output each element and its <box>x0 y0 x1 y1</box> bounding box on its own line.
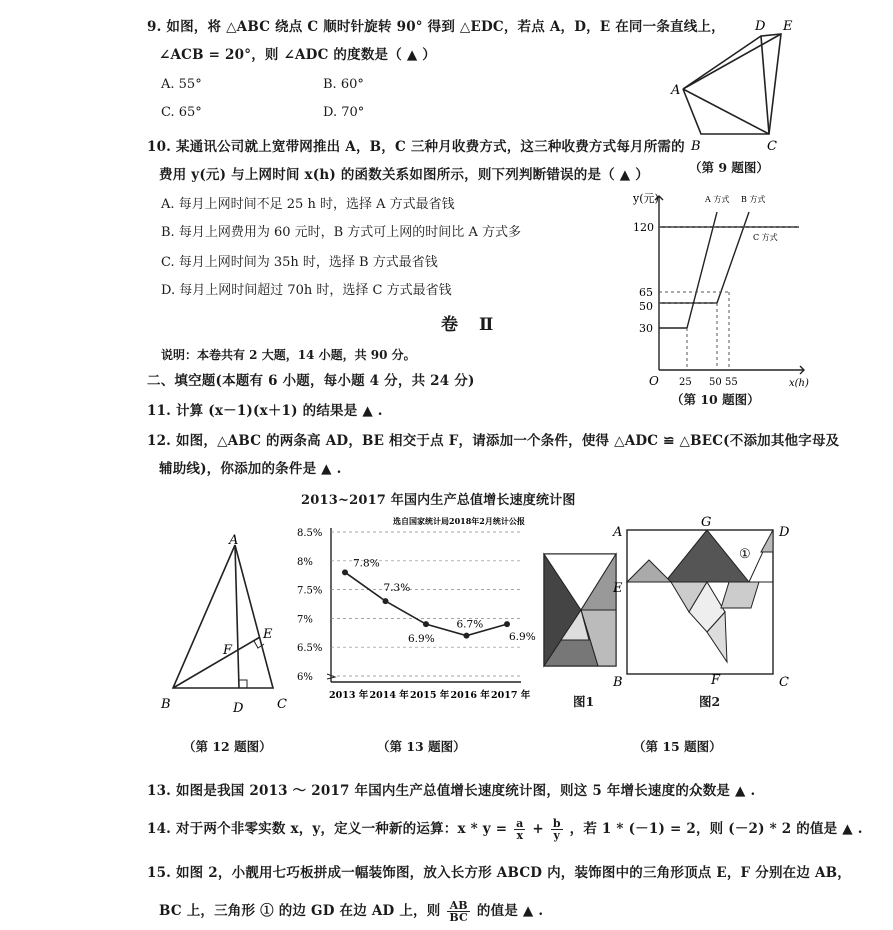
q14-plus: + <box>532 821 544 837</box>
q15-label-c: C <box>779 675 789 690</box>
q13-line: 13. 如图是我国 2013 ～ 2017 年国内生产总值增长速度统计图，则这 5 年增长速度的众数是 ▲ . <box>147 783 756 799</box>
chart-subtitle: 选自国家统计局2018年2月统计公报 <box>393 516 525 526</box>
q15-label-e: E <box>613 581 623 596</box>
q12-label-b: B <box>161 697 171 712</box>
x-tick-label: 2017 年 <box>491 690 531 701</box>
data-point <box>423 621 429 627</box>
q14-frac1-den: x <box>516 829 524 842</box>
data-label: 6.9% <box>509 631 536 644</box>
q10-series-c: C 方式 <box>753 233 778 242</box>
section-title: 卷 Ⅱ <box>441 315 496 335</box>
q9-option-a: A. 55° <box>161 77 202 92</box>
q10-xtick-25: 25 <box>679 377 692 388</box>
q12-label-a: A <box>229 533 239 548</box>
q10-ytick-120: 120 <box>633 221 654 234</box>
q15-label-b: B <box>613 675 623 690</box>
x-tick-label: 2014 年 <box>369 690 409 701</box>
q9-option-c: C. 65° <box>161 105 202 120</box>
q10-line2: 费用 y(元) 与上网时间 x(h) 的函数关系如图所示，则下列判断错误的是（ ▲ ） <box>159 167 649 183</box>
q14-frac-b-y <box>551 818 563 841</box>
q9-option-b: B. 60° <box>323 77 364 92</box>
data-point <box>342 569 348 575</box>
q14-frac-a-x <box>514 818 525 841</box>
q14-frac2-den: y <box>553 829 561 842</box>
q15-frac-ab-bc <box>447 900 470 923</box>
y-tick-label: 6% <box>297 672 313 683</box>
q12-label-d: D <box>233 701 244 716</box>
q15-post: 的值是 ▲ . <box>476 903 544 919</box>
data-point <box>504 621 510 627</box>
q12-figure <box>155 530 305 720</box>
data-label: 7.3% <box>383 582 411 595</box>
q14-line <box>147 818 863 841</box>
q9-line2: ∠ACB = 20°，则 ∠ADC 的度数是（ ▲ ） <box>159 47 437 63</box>
q14-post: ，若 1 * (－1) = 2，则 (－2) * 2 的值是 ▲ . <box>569 821 863 837</box>
q9-caption: （第 9 题图） <box>689 160 769 175</box>
q10-xtick-50: 50 <box>709 377 722 388</box>
y-tick-label: 8.5% <box>297 528 323 539</box>
x-tick-label: 2013 年 <box>329 690 369 701</box>
exam-page <box>133 0 863 930</box>
q10-series-a: A 方式 <box>705 195 730 204</box>
y-tick-label: 7.5% <box>297 585 323 597</box>
y-tick-label: 6.5% <box>297 643 323 655</box>
y-tick-label: 8% <box>297 556 313 568</box>
q9-label-e: E <box>783 19 793 34</box>
gdp-growth-chart <box>293 512 536 716</box>
q12-line2: 辅助线)，你添加的条件是 ▲ . <box>159 461 342 477</box>
q14-frac2-num: b <box>552 817 561 830</box>
q15-label-circle1: ① <box>739 547 751 562</box>
section-note: 说明：本卷共有 2 大题，14 小题，共 90 分。 <box>161 348 416 362</box>
q11-line: 11. 计算 (x－1)(x＋1) 的结果是 ▲ . <box>147 403 383 419</box>
q15-line1: 15. 如图 2，小靓用七巧板拼成一幅装饰图，放入长方形 ABCD 内，装饰图中的三角形顶点 E，F 分别在边 AB， <box>147 865 851 881</box>
q10-caption: （第 10 题图） <box>671 392 760 407</box>
q9-figure <box>671 14 811 159</box>
q15-pre: BC 上，三角形 ① 的边 GD 在边 AD 上，则 <box>159 903 441 919</box>
q10-ytick-30: 30 <box>639 322 653 335</box>
data-label: 7.8% <box>353 557 380 570</box>
q9-line1: 9. 如图，将 △ABC 绕点 C 顺时针旋转 90° 得到 △EDC，若点 A，D，E 在同一条直线上， <box>147 19 725 35</box>
q15-fig2 <box>609 512 809 692</box>
q10-origin: O <box>649 374 659 388</box>
y-tick-label: 7% <box>297 614 313 626</box>
q10-line1: 10. 某通讯公司就上宽带网推出 A，B，C 三种月收费方式，这三种收费方式每月所需的 <box>147 139 685 155</box>
q15-caption: （第 15 题图） <box>633 739 722 754</box>
section-heading: 二、填空题(本题有 6 小题，每小题 4 分，共 24 分) <box>147 373 475 389</box>
q12-label-e: E <box>263 627 273 642</box>
q13-chart-title: 2013~2017 年国内生产总值增长速度统计图 <box>301 493 576 508</box>
q10-ylabel: y(元) <box>633 192 659 205</box>
data-label: 6.7% <box>456 618 484 631</box>
q12-label-c: C <box>277 697 287 712</box>
q10-option-a: A. 每月上网时间不足 25 h 时，选择 A 方式最省钱 <box>161 197 455 212</box>
q9-label-b: B <box>691 139 701 154</box>
q9-label-d: D <box>755 19 766 34</box>
data-point <box>464 633 470 639</box>
q10-option-c: C. 每月上网时间为 35h 时，选择 B 方式最省钱 <box>161 255 438 270</box>
data-label: 6.9% <box>408 633 435 646</box>
q10-series-b: B 方式 <box>741 195 766 204</box>
q15-label-f: F <box>711 673 721 688</box>
q9-label-a: A <box>671 83 681 98</box>
q10-option-d: D. 每月上网时间超过 70h 时，选择 C 方式最省钱 <box>161 283 452 298</box>
q15-fig1-label: 图1 <box>573 694 595 709</box>
q10-ytick-65: 65 <box>639 286 653 299</box>
q13-caption: （第 13 题图） <box>377 739 466 754</box>
q15-line2 <box>159 900 543 923</box>
x-tick-label: 2016 年 <box>450 690 490 701</box>
data-point <box>383 598 389 604</box>
q10-option-b: B. 每月上网费用为 60 元时，B 方式可上网的时间比 A 方式多 <box>161 225 521 240</box>
q15-frac-num: AB <box>447 900 470 912</box>
q10-graph <box>629 190 813 390</box>
q15-fig2-label: 图2 <box>699 694 721 709</box>
q15-label-d: D <box>779 525 790 540</box>
q10-ytick-50: 50 <box>639 300 653 313</box>
q12-line1: 12. 如图，△ABC 的两条高 AD，BE 相交于点 F，请添加一个条件，使得 △ADC ≌ △BEC(不添加其他字母及 <box>147 433 840 449</box>
q15-frac-den: BC <box>449 911 469 924</box>
q15-label-a: A <box>613 525 623 540</box>
q12-label-f: F <box>223 643 233 658</box>
q10-xlabel: x(h) <box>789 378 809 389</box>
q14-pre: 14. 对于两个非零实数 x，y，定义一种新的运算：x * y = <box>147 821 508 837</box>
x-tick-label: 2015 年 <box>410 690 450 701</box>
q9-label-c: C <box>767 139 777 154</box>
q14-frac1-num: a <box>516 817 524 830</box>
q10-xtick-55: 55 <box>725 377 738 388</box>
q15-label-g: G <box>701 515 712 530</box>
q9-option-d: D. 70° <box>323 105 365 120</box>
q12-caption: （第 12 题图） <box>183 739 272 754</box>
